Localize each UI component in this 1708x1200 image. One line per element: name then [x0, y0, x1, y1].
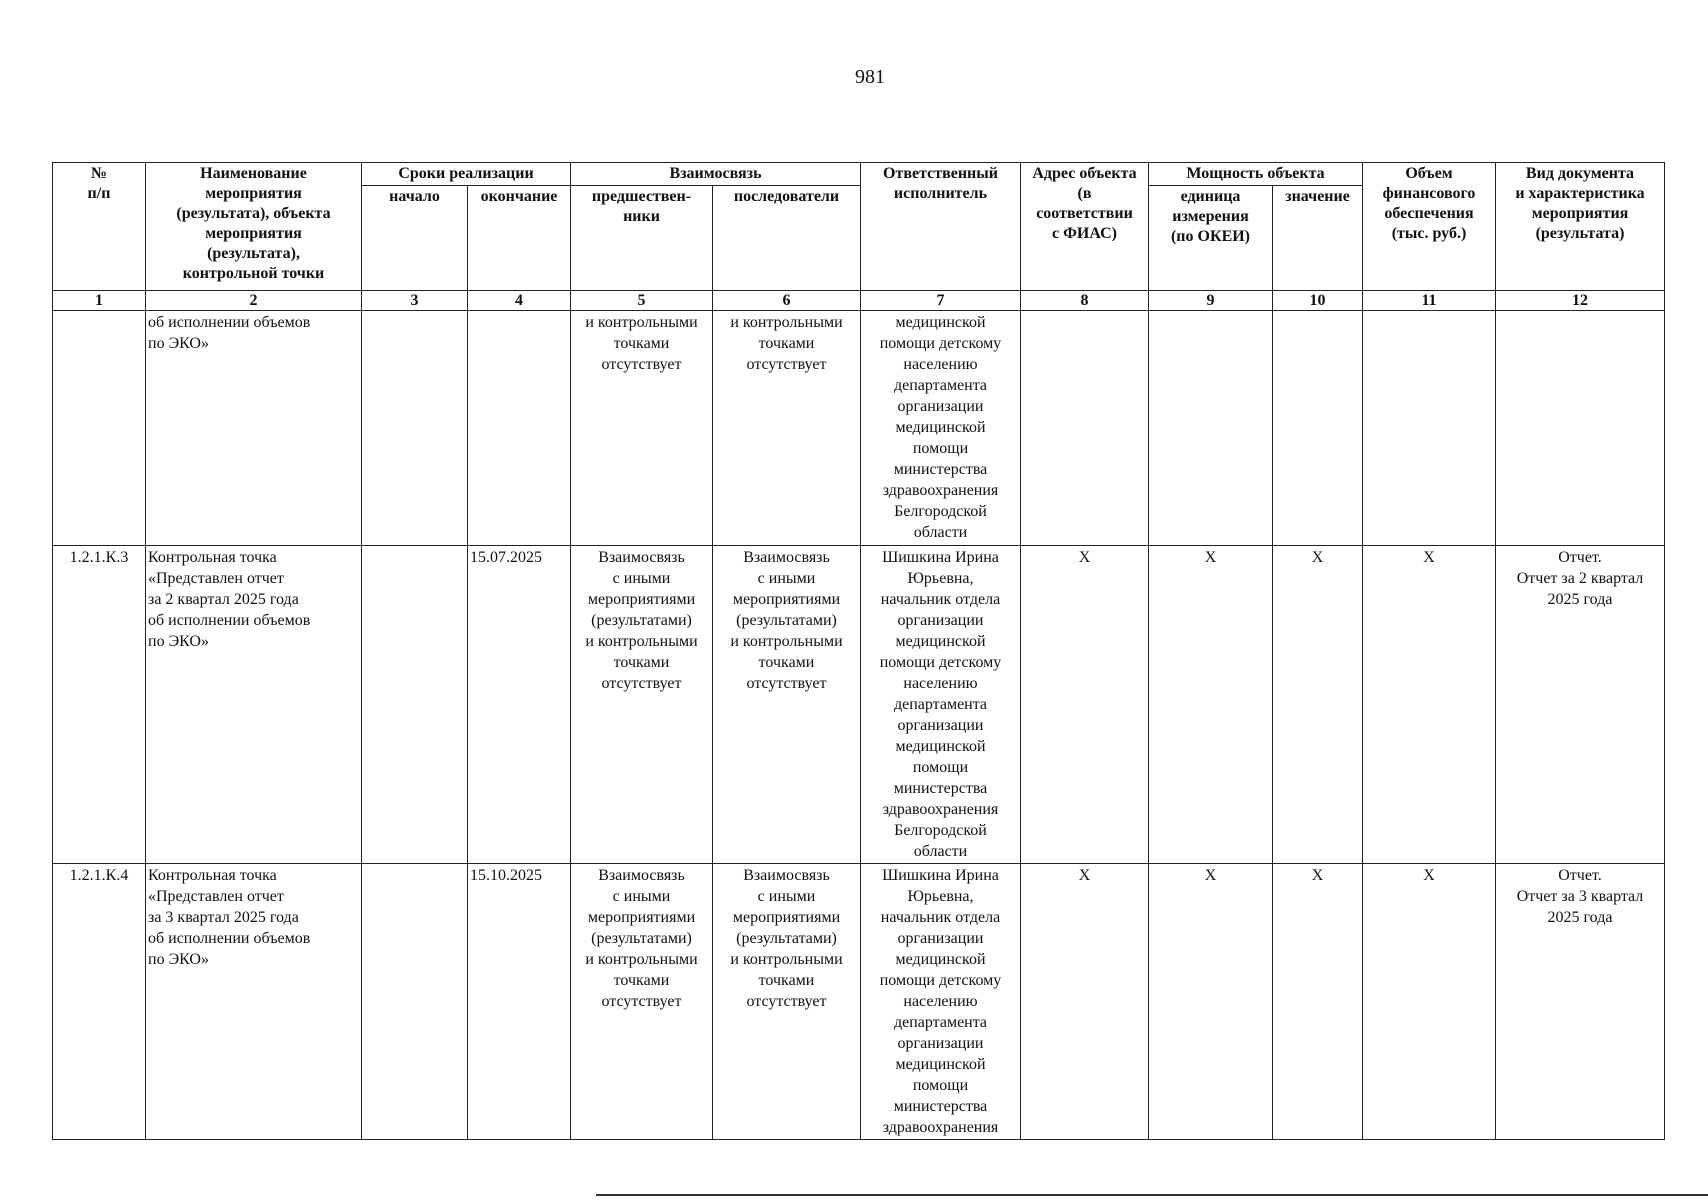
header-successors: последователи: [713, 186, 861, 291]
cell-successors: Взаимосвязь с иными мероприятиями (результатами) и контрольными точками отсутствует: [713, 546, 861, 864]
cell-value: Х: [1273, 864, 1363, 1140]
header-name: Наименование мероприятия (результата), объекта мероприятия (результата), контрольной точки: [146, 163, 362, 291]
header-number: № п/п: [53, 163, 146, 291]
cell-document: Отчет. Отчет за 3 квартал 2025 года: [1496, 864, 1665, 1140]
header-value: значение: [1273, 186, 1363, 291]
cell-start: [362, 546, 468, 864]
table-row: [53, 864, 1665, 1140]
cell-successors: и контрольными точками отсутствует: [713, 311, 861, 546]
cell-name: Контрольная точка «Представлен отчет за 2 квартал 2025 года об исполнении объемов по ЭКО»: [146, 546, 362, 864]
cell-end: 15.07.2025: [468, 546, 571, 864]
cell-responsible: Шишкина Ирина Юрьевна, начальник отдела организации медицинской помощи детскому населению департамента организации медицинской помощи министерства здравоохранения Белгородской области: [861, 546, 1021, 864]
cell-address: Х: [1021, 864, 1149, 1140]
table-header: [53, 163, 1665, 311]
cell-predecessors: и контрольными точками отсутствует: [571, 311, 713, 546]
cell-responsible: медицинской помощи детскому населению департамента организации медицинской помощи министерства здравоохранения Белгородской области: [861, 311, 1021, 546]
column-number: 11: [1363, 291, 1496, 311]
header-responsible: Ответственный исполнитель: [861, 163, 1021, 291]
column-number: 10: [1273, 291, 1363, 311]
header-finance: Объем финансового обеспечения (тыс. руб.): [1363, 163, 1496, 291]
cell-number: 1.2.1.К.3: [53, 546, 146, 864]
cell-name: Контрольная точка «Представлен отчет за 3 квартал 2025 года об исполнении объемов по ЭКО»: [146, 864, 362, 1140]
header-unit: единица измерения (по ОКЕИ): [1149, 186, 1273, 291]
header-document: Вид документа и характеристика мероприятия (результата): [1496, 163, 1665, 291]
column-number: 1: [53, 291, 146, 311]
cell-value: [1273, 311, 1363, 546]
column-number: 7: [861, 291, 1021, 311]
column-number: 6: [713, 291, 861, 311]
header-group-link: Взаимосвязь: [571, 163, 861, 186]
cell-finance: Х: [1363, 546, 1496, 864]
cell-document: [1496, 311, 1665, 546]
column-number: 2: [146, 291, 362, 311]
cell-start: [362, 864, 468, 1140]
cell-unit: [1149, 311, 1273, 546]
cell-name: об исполнении объемов по ЭКО»: [146, 311, 362, 546]
header-end: окончание: [468, 186, 571, 291]
cell-unit: Х: [1149, 546, 1273, 864]
activities-table: [52, 162, 1665, 1140]
footer-divider: [596, 1194, 1708, 1196]
cell-number: 1.2.1.К.4: [53, 864, 146, 1140]
cell-predecessors: Взаимосвязь с иными мероприятиями (результатами) и контрольными точками отсутствует: [571, 864, 713, 1140]
column-number: 8: [1021, 291, 1149, 311]
header-predecessors: предшествен- ники: [571, 186, 713, 291]
table-row: [53, 546, 1665, 864]
header-address: Адрес объекта (в соответствии с ФИАС): [1021, 163, 1149, 291]
table-row: [53, 311, 1665, 546]
cell-value: Х: [1273, 546, 1363, 864]
column-number: 3: [362, 291, 468, 311]
header-group-capacity: Мощность объекта: [1149, 163, 1363, 186]
cell-start: [362, 311, 468, 546]
cell-finance: Х: [1363, 864, 1496, 1140]
cell-document: Отчет. Отчет за 2 квартал 2025 года: [1496, 546, 1665, 864]
header-group-terms: Сроки реализации: [362, 163, 571, 186]
cell-responsible: Шишкина Ирина Юрьевна, начальник отдела организации медицинской помощи детскому населению департамента организации медицинской помощи министерства здравоохранения: [861, 864, 1021, 1140]
cell-address: Х: [1021, 546, 1149, 864]
page-number: 981: [855, 66, 885, 88]
cell-finance: [1363, 311, 1496, 546]
column-number: 5: [571, 291, 713, 311]
cell-successors: Взаимосвязь с иными мероприятиями (результатами) и контрольными точками отсутствует: [713, 864, 861, 1140]
column-number-row: [53, 291, 1665, 311]
cell-predecessors: Взаимосвязь с иными мероприятиями (результатами) и контрольными точками отсутствует: [571, 546, 713, 864]
column-number: 4: [468, 291, 571, 311]
cell-number: [53, 311, 146, 546]
column-number: 9: [1149, 291, 1273, 311]
cell-unit: Х: [1149, 864, 1273, 1140]
column-number: 12: [1496, 291, 1665, 311]
cell-end: 15.10.2025: [468, 864, 571, 1140]
cell-end: [468, 311, 571, 546]
cell-address: [1021, 311, 1149, 546]
header-start: начало: [362, 186, 468, 291]
